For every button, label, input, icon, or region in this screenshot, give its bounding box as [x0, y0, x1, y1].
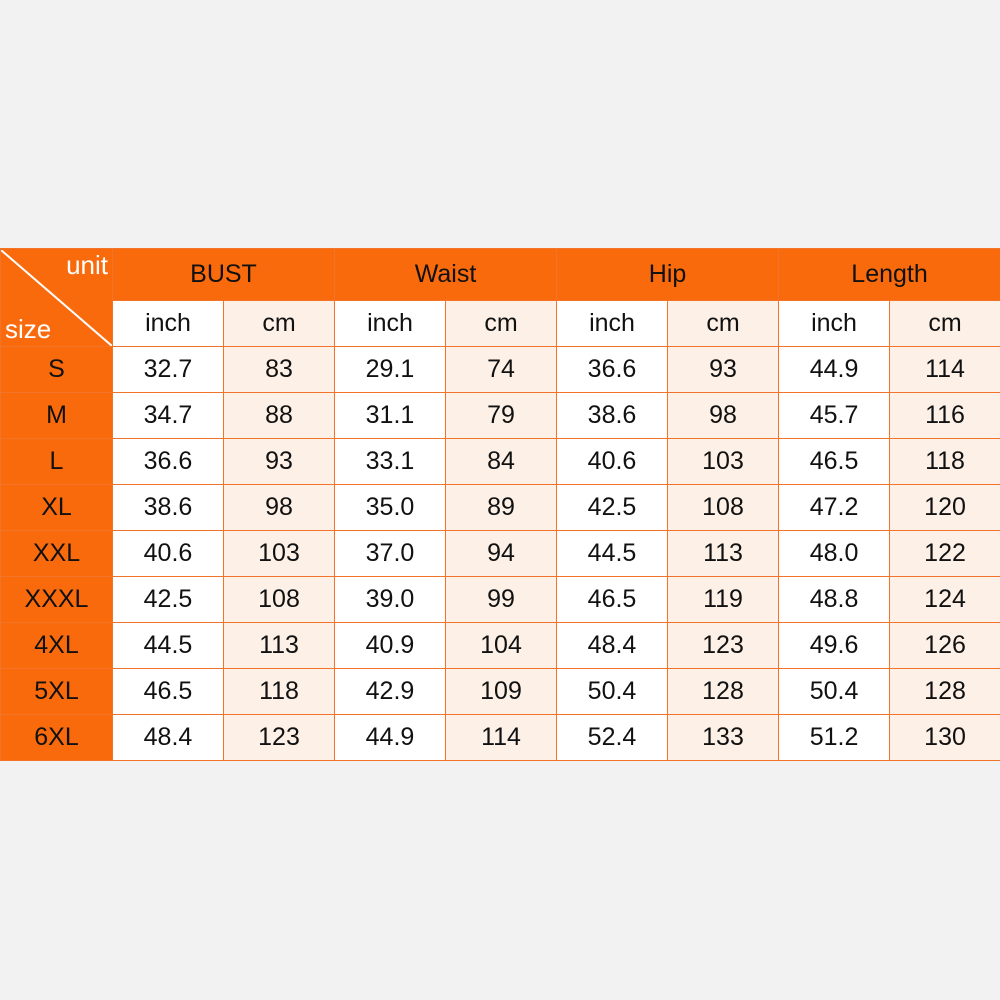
cell-bust-inch: 36.6 [113, 439, 224, 485]
sub-header-length-cm: cm [890, 301, 1000, 347]
cell-hip-inch: 46.5 [557, 577, 668, 623]
cell-bust-inch: 38.6 [113, 485, 224, 531]
row-size-label: 4XL [1, 623, 113, 669]
cell-bust-cm: 113 [224, 623, 335, 669]
cell-length-inch: 44.9 [779, 347, 890, 393]
cell-hip-inch: 36.6 [557, 347, 668, 393]
cell-length-inch: 50.4 [779, 669, 890, 715]
cell-hip-inch: 48.4 [557, 623, 668, 669]
cell-length-cm: 126 [890, 623, 1000, 669]
cell-length-inch: 48.0 [779, 531, 890, 577]
cell-hip-cm: 128 [668, 669, 779, 715]
cell-waist-inch: 29.1 [335, 347, 446, 393]
corner-header-cell [1, 249, 113, 347]
cell-hip-inch: 52.4 [557, 715, 668, 761]
row-size-label: M [1, 393, 113, 439]
row-size-label: L [1, 439, 113, 485]
cell-length-cm: 114 [890, 347, 1000, 393]
cell-length-inch: 51.2 [779, 715, 890, 761]
cell-hip-inch: 42.5 [557, 485, 668, 531]
cell-waist-cm: 99 [446, 577, 557, 623]
sub-header-bust-cm: cm [224, 301, 335, 347]
size-chart-container [0, 248, 1000, 751]
cell-waist-cm: 109 [446, 669, 557, 715]
cell-hip-cm: 119 [668, 577, 779, 623]
cell-length-cm: 124 [890, 577, 1000, 623]
cell-waist-cm: 114 [446, 715, 557, 761]
cell-length-inch: 49.6 [779, 623, 890, 669]
cell-waist-inch: 40.9 [335, 623, 446, 669]
cell-bust-cm: 93 [224, 439, 335, 485]
sub-header-waist-inch: inch [335, 301, 446, 347]
cell-bust-inch: 32.7 [113, 347, 224, 393]
size-chart-table [0, 248, 1000, 761]
cell-hip-cm: 123 [668, 623, 779, 669]
group-header-hip: Hip [557, 249, 779, 301]
cell-length-inch: 46.5 [779, 439, 890, 485]
cell-waist-inch: 37.0 [335, 531, 446, 577]
table-header-group-row [1, 249, 1000, 301]
cell-bust-inch: 34.7 [113, 393, 224, 439]
corner-inner [1, 250, 112, 346]
table-row [1, 577, 1000, 623]
cell-length-cm: 118 [890, 439, 1000, 485]
table-row [1, 669, 1000, 715]
table-row [1, 393, 1000, 439]
cell-waist-inch: 44.9 [335, 715, 446, 761]
group-header-waist: Waist [335, 249, 557, 301]
cell-hip-inch: 44.5 [557, 531, 668, 577]
sub-header-waist-cm: cm [446, 301, 557, 347]
group-header-bust: BUST [113, 249, 335, 301]
group-header-length: Length [779, 249, 1000, 301]
table-row [1, 439, 1000, 485]
sub-header-length-inch: inch [779, 301, 890, 347]
table-header-unit-row [1, 301, 1000, 347]
sub-header-hip-cm: cm [668, 301, 779, 347]
cell-waist-inch: 31.1 [335, 393, 446, 439]
cell-hip-cm: 103 [668, 439, 779, 485]
cell-hip-cm: 113 [668, 531, 779, 577]
cell-bust-inch: 42.5 [113, 577, 224, 623]
corner-size-label: size [5, 313, 52, 344]
table-row [1, 715, 1000, 761]
cell-length-inch: 45.7 [779, 393, 890, 439]
cell-waist-inch: 42.9 [335, 669, 446, 715]
cell-waist-cm: 104 [446, 623, 557, 669]
cell-bust-cm: 123 [224, 715, 335, 761]
row-size-label: XXXL [1, 577, 113, 623]
table-row [1, 347, 1000, 393]
cell-length-cm: 120 [890, 485, 1000, 531]
sub-header-bust-inch: inch [113, 301, 224, 347]
cell-length-cm: 122 [890, 531, 1000, 577]
cell-waist-inch: 39.0 [335, 577, 446, 623]
table-row [1, 623, 1000, 669]
cell-length-cm: 116 [890, 393, 1000, 439]
cell-bust-inch: 48.4 [113, 715, 224, 761]
cell-length-inch: 48.8 [779, 577, 890, 623]
sub-header-hip-inch: inch [557, 301, 668, 347]
cell-hip-cm: 108 [668, 485, 779, 531]
corner-unit-label: unit [66, 249, 108, 280]
cell-bust-cm: 118 [224, 669, 335, 715]
cell-length-inch: 47.2 [779, 485, 890, 531]
row-size-label: S [1, 347, 113, 393]
cell-bust-inch: 40.6 [113, 531, 224, 577]
cell-hip-inch: 40.6 [557, 439, 668, 485]
cell-length-cm: 130 [890, 715, 1000, 761]
cell-waist-inch: 33.1 [335, 439, 446, 485]
row-size-label: 6XL [1, 715, 113, 761]
cell-waist-cm: 89 [446, 485, 557, 531]
cell-waist-cm: 74 [446, 347, 557, 393]
row-size-label: XL [1, 485, 113, 531]
row-size-label: 5XL [1, 669, 113, 715]
cell-bust-cm: 103 [224, 531, 335, 577]
table-row [1, 485, 1000, 531]
cell-hip-inch: 50.4 [557, 669, 668, 715]
cell-waist-cm: 79 [446, 393, 557, 439]
cell-bust-inch: 44.5 [113, 623, 224, 669]
cell-waist-inch: 35.0 [335, 485, 446, 531]
cell-hip-inch: 38.6 [557, 393, 668, 439]
cell-bust-cm: 83 [224, 347, 335, 393]
cell-bust-cm: 88 [224, 393, 335, 439]
cell-length-cm: 128 [890, 669, 1000, 715]
cell-bust-inch: 46.5 [113, 669, 224, 715]
cell-bust-cm: 108 [224, 577, 335, 623]
row-size-label: XXL [1, 531, 113, 577]
cell-hip-cm: 98 [668, 393, 779, 439]
cell-hip-cm: 93 [668, 347, 779, 393]
cell-waist-cm: 94 [446, 531, 557, 577]
cell-bust-cm: 98 [224, 485, 335, 531]
cell-hip-cm: 133 [668, 715, 779, 761]
table-row [1, 531, 1000, 577]
cell-waist-cm: 84 [446, 439, 557, 485]
